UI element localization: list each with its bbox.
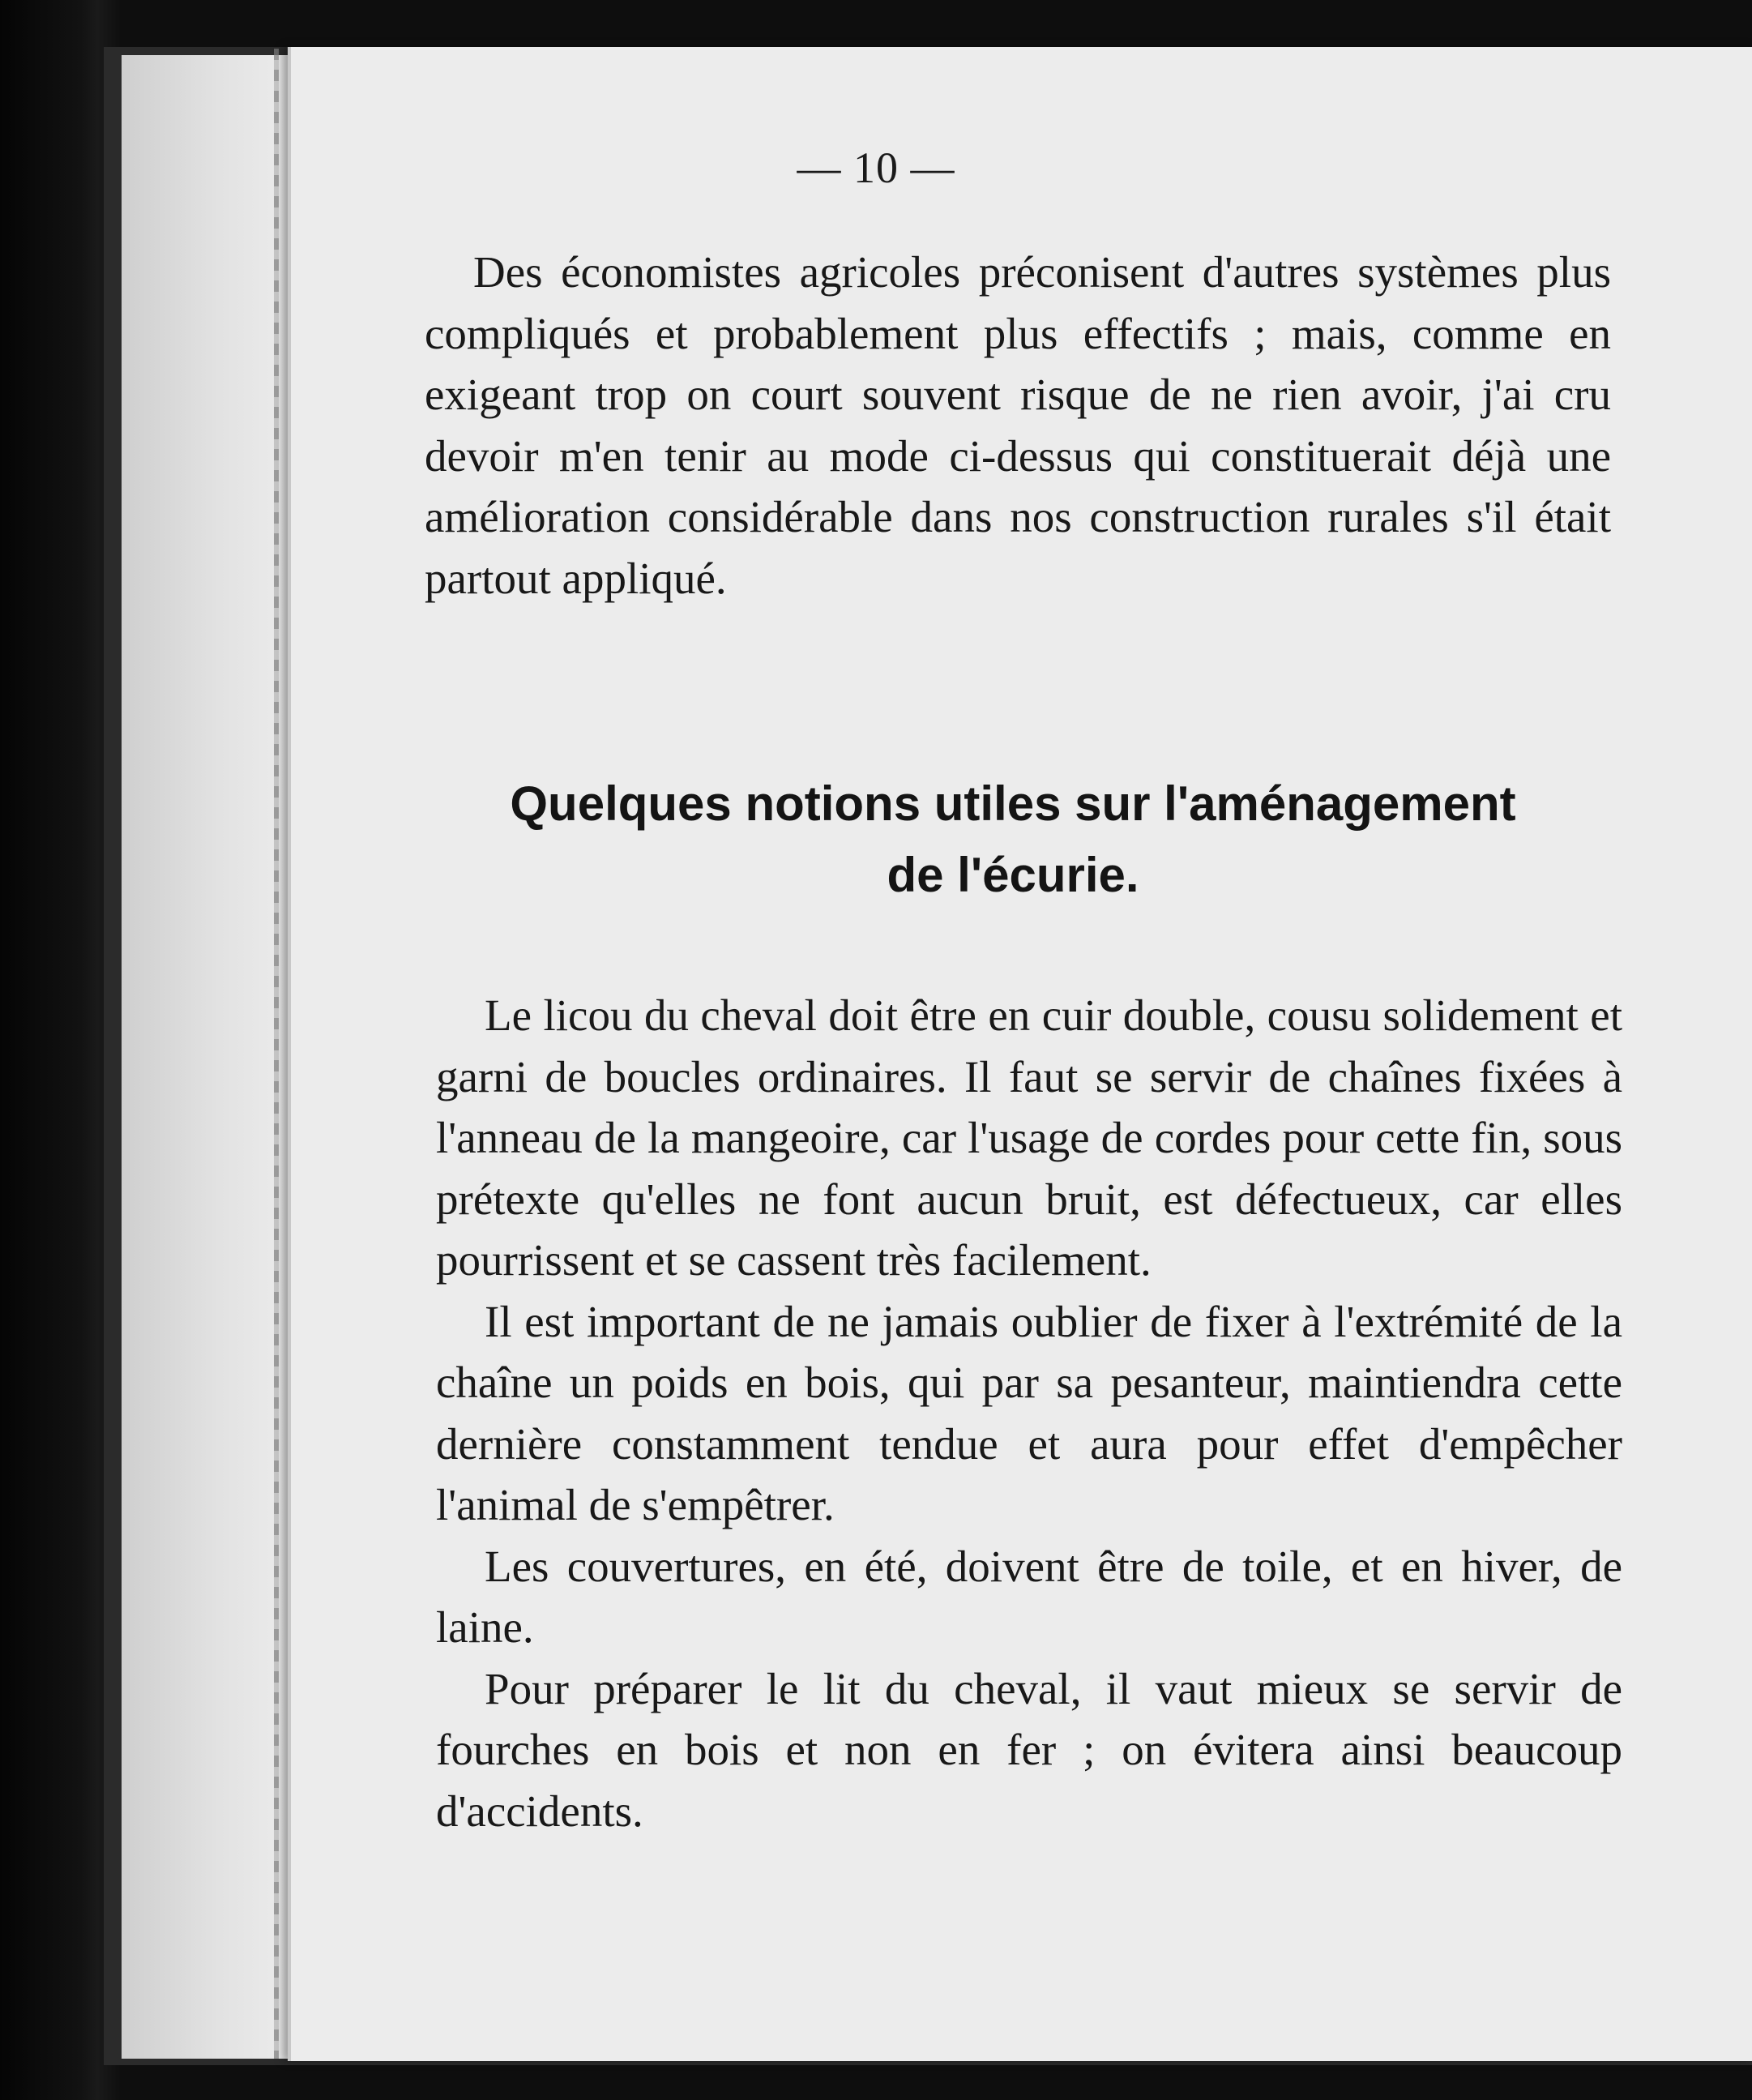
body-paragraph-bedding: Pour préparer le lit du cheval, il vaut mieux se servir de fourches en bois et non en fer ; on évitera ainsi beaucoup d'accidents.: [436, 1663, 1622, 1836]
section-heading-line-1: Quelques notions utiles sur l'aménagement: [510, 776, 1516, 831]
body-paragraph-blankets: Les couvertures, en été, doivent être de toile, et en hiver, de laine.: [436, 1541, 1622, 1652]
section-heading: [348, 768, 1677, 911]
intro-text: [425, 242, 1611, 609]
section-body: [436, 985, 1622, 1841]
binding-gutter: [274, 49, 279, 2059]
body-paragraph-chain-weight: Il est important de ne jamais oublier de fixer à l'extrémité de la chaîne un poids en bois, qui par sa pesanteur, maintiendra cette dernière constamment tendue et aura pour effet d'empêcher l'animal de s'empêtrer.: [436, 1296, 1622, 1529]
section-heading-line-2: de l'écurie.: [887, 848, 1139, 902]
page-number: — 10 —: [797, 143, 955, 192]
intro-paragraph: Des économistes agricoles préconisent d'autres systèmes plus compliqués et probablement plus effectifs ; mais, comme en exigeant trop on court souvent risque de ne rien avoir, j'ai cru devoir m'en tenir au mode ci-dessus qui constituerait déjà une amélioration considérable dans nos construction rurales s'il était partout appliqué.: [425, 247, 1611, 603]
body-paragraph-halter: Le licou du cheval doit être en cuir double, cousu solidement et garni de boucles ordinaires. Il faut se servir de chaînes fixées à l'anneau de la mangeoire, car l'usage de cordes pour cette fin, sous prétexte qu'elles ne font aucun bruit, est défectueux, car elles pourrissent et se cassent très facilement.: [436, 990, 1622, 1285]
